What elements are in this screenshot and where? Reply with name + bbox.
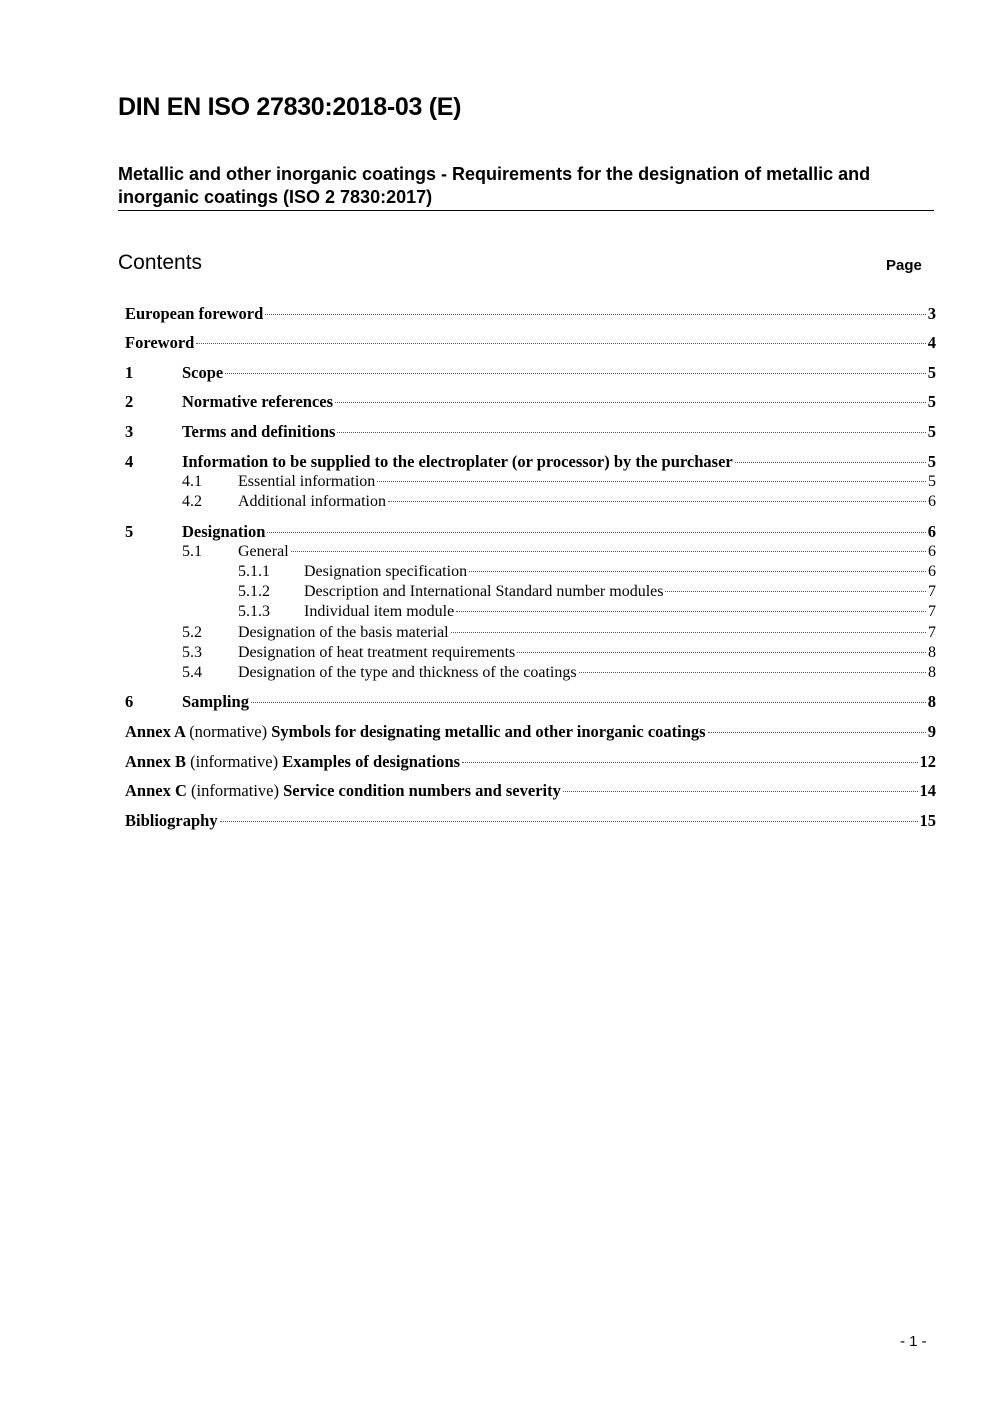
toc-entry-european-foreword[interactable]: [125, 304, 936, 324]
toc-entry-page: 12: [919, 752, 936, 771]
toc-leader: [469, 571, 926, 572]
toc-entry-page: 6: [928, 543, 936, 560]
toc-entry-number: 5.3: [182, 644, 202, 661]
toc-entry-number: 5.1.1: [238, 563, 270, 580]
toc-entry-page: 8: [928, 664, 936, 681]
toc-entry-information-supplied[interactable]: [125, 452, 936, 472]
toc-entry-essential-information[interactable]: [125, 472, 936, 492]
document-subtitle: Metallic and other inorganic coatings - Requirements for the designation of metallic and inorganic coatings (ISO 2 7830:2017): [118, 163, 934, 211]
toc-entry-page: 15: [919, 811, 936, 830]
annex-qualifier: (informative): [190, 752, 279, 771]
annex-label: Annex B: [125, 752, 186, 771]
toc-entry-title: [125, 722, 706, 742]
toc-leader: [335, 402, 926, 403]
toc-entry-general[interactable]: [125, 542, 936, 562]
toc-entry-title: Scope: [182, 363, 224, 382]
toc-entry-page: 5: [928, 473, 936, 490]
toc-entry-number: 5.1.2: [238, 583, 270, 600]
toc-entry-title: European foreword: [125, 304, 264, 323]
toc-leader: [579, 672, 926, 673]
toc-entry-title: Designation: [182, 522, 266, 541]
annex-qualifier: (normative): [189, 722, 268, 741]
contents-heading: Contents: [118, 251, 203, 274]
toc-entry-additional-information[interactable]: [125, 492, 936, 512]
toc-entry-number: 5.4: [182, 664, 202, 681]
toc-leader: [265, 314, 925, 315]
toc-entry-normative-references[interactable]: [125, 392, 936, 412]
toc-entry-page: 14: [919, 781, 936, 800]
toc-leader: [665, 591, 926, 592]
toc-entry-title: Designation of the type and thickness of the coatings: [238, 664, 577, 681]
toc-entry-title: Terms and definitions: [182, 422, 336, 441]
toc-entry-title: Designation specification: [304, 563, 468, 580]
toc-entry-title: Description and International Standard number modules: [304, 583, 664, 600]
toc-entry-title: Designation of the basis material: [238, 624, 449, 641]
toc-entry-title: Essential information: [238, 473, 376, 490]
toc-leader: [708, 732, 926, 733]
toc-entry-page: 6: [928, 563, 936, 580]
toc-entry-title: Information to be supplied to the electroplater (or processor) by the purchaser: [182, 452, 733, 471]
toc-entry-page: 8: [928, 644, 936, 661]
toc-entry-page: 5: [927, 452, 936, 471]
toc-leader: [220, 821, 918, 822]
toc-entry-page: 4: [927, 333, 936, 352]
toc-entry-number: 3: [125, 422, 134, 441]
toc-entry-number: 5.1: [182, 543, 202, 560]
toc-entry-designation[interactable]: [125, 522, 936, 542]
toc-entry-designation-specification[interactable]: [125, 562, 936, 582]
toc-entry-number: 5.1.3: [238, 603, 270, 620]
annex-qualifier: (informative): [191, 781, 279, 800]
toc-entry-page: 7: [928, 583, 936, 600]
toc-leader: [456, 611, 926, 612]
toc-entry-page: 9: [927, 722, 936, 741]
toc-entry-number: 2: [125, 392, 134, 411]
toc-leader: [377, 481, 926, 482]
toc-leader: [388, 501, 926, 502]
toc-leader: [291, 551, 926, 552]
toc-leader: [735, 462, 926, 463]
toc-entry-title: Additional information: [238, 493, 386, 510]
toc-entry-title: [125, 781, 561, 801]
toc-entry-title: Individual item module: [304, 603, 455, 620]
toc-entry-page: 7: [928, 624, 936, 641]
annex-label: Annex A: [125, 722, 186, 741]
toc-entry-basis-material[interactable]: [125, 623, 936, 643]
toc-entry-annex-c[interactable]: [125, 781, 936, 801]
toc-entry-individual-item-module[interactable]: [125, 602, 936, 622]
toc-entry-title: General: [238, 543, 289, 560]
toc-entry-page: 8: [927, 692, 936, 711]
toc-leader: [225, 373, 926, 374]
toc-entry-title: Normative references: [182, 392, 334, 411]
toc-entry-title: [125, 752, 460, 772]
toc-entry-description-modules[interactable]: [125, 582, 936, 602]
toc-entry-bibliography[interactable]: [125, 811, 936, 831]
toc-leader: [196, 343, 925, 344]
toc-leader: [337, 432, 925, 433]
toc-entry-page: 6: [928, 493, 936, 510]
toc-entry-number: 5: [125, 522, 134, 541]
page-column-heading: Page: [886, 257, 922, 274]
toc-entry-scope[interactable]: [125, 363, 936, 383]
annex-title: Symbols for designating metallic and other inorganic coatings: [271, 722, 706, 741]
toc-entry-type-and-thickness[interactable]: [125, 663, 936, 683]
toc-entry-number: 1: [125, 363, 134, 382]
page-number-footer: - 1 -: [900, 1333, 927, 1350]
toc-entry-page: 5: [927, 422, 936, 441]
document-title: DIN EN ISO 27830:2018-03 (E): [118, 93, 462, 121]
toc-entry-page: 3: [927, 304, 936, 323]
toc-entry-page: 5: [927, 392, 936, 411]
toc-entry-title: Designation of heat treatment requirements: [238, 644, 516, 661]
toc-leader: [517, 652, 926, 653]
toc-entry-title: Sampling: [182, 692, 249, 711]
toc-entry-foreword[interactable]: [125, 333, 936, 353]
toc-entry-number: 4.2: [182, 493, 202, 510]
toc-entry-terms-and-definitions[interactable]: [125, 422, 936, 442]
toc-leader: [267, 532, 925, 533]
annex-title: Service condition numbers and severity: [283, 781, 561, 800]
annex-label: Annex C: [125, 781, 187, 800]
toc-leader: [251, 702, 926, 703]
toc-entry-number: 6: [125, 692, 134, 711]
toc-leader: [563, 791, 918, 792]
toc-leader: [451, 632, 926, 633]
toc-entry-annex-b[interactable]: [125, 752, 936, 772]
toc-leader: [462, 762, 917, 763]
toc-entry-number: 4: [125, 452, 134, 471]
toc-entry-title: Foreword: [125, 333, 195, 352]
toc-entry-sampling[interactable]: [125, 692, 936, 712]
toc-entry-page: 7: [928, 603, 936, 620]
annex-title: Examples of designations: [282, 752, 461, 771]
toc-entry-annex-a[interactable]: [125, 722, 936, 742]
toc-entry-title: Bibliography: [125, 811, 218, 830]
toc-entry-heat-treatment[interactable]: [125, 643, 936, 663]
toc-entry-page: 5: [927, 363, 936, 382]
toc-entry-number: 5.2: [182, 624, 202, 641]
toc-entry-number: 4.1: [182, 473, 202, 490]
toc-entry-page: 6: [927, 522, 936, 541]
